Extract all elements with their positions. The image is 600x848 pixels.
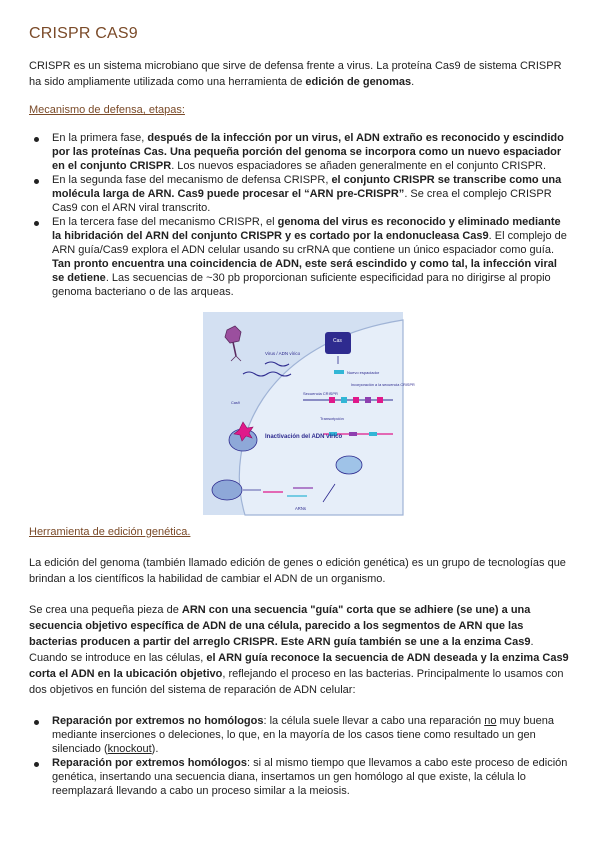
bullet-icon	[34, 762, 39, 767]
bullet-icon	[34, 720, 39, 725]
new-spacer-icon	[334, 370, 344, 374]
list-item: Reparación por extremos homólogos: si al mismo tiempo que llevamos a cabo este proceso de edición genética, insertando una secuencia diana, insertamos un gen homólogo al que existe, la célula lo reemplazará llevando a cabo un proceso similar a la meiosis.	[52, 757, 568, 797]
paragraph: Se crea una pequeña pieza de ARN con una secuencia "guía" corta que se adhiere (se une) a una secuencia objetivo específica de ADN de una célula, parecido a los segmentos de ARN que las bacterias producen a partir del arreglo CRISPR. Este ARN guía también se une a la enzima Cas9. Cuando se introduce en las células, el ARN guía reconoce la secuencia de ADN deseada y la enzima Cas9 corta el ADN en la ubicación objetivo, reflejando el proceso en las bacterias. Principalmente lo usamos con dos objetivos en función del sistema de reparación de ADN celular:	[29, 604, 569, 696]
crispr-mechanism-figure	[203, 312, 415, 515]
list-item: En la primera fase, después de la infección por un virus, el ADN extraño es reconocido y escindido por las proteínas Cas. Una pequeña porción del genoma se incorpora como un nuevo espaciador en el conjunto CRISPR. Los nuevos espaciadores se añaden generalmente en el conjunto CRISPR.	[52, 132, 564, 172]
label-rnas: ARNs	[295, 506, 306, 511]
page-title: CRISPR CAS9	[29, 25, 138, 42]
label-cas: Cas	[333, 338, 342, 344]
section-heading-tool: Herramienta de edición genética.	[29, 526, 191, 538]
label-incorporation: Incorporación a la secuencia CRISPR	[351, 383, 415, 387]
label-crispr-sequence: Secuencia CRISPR	[303, 391, 338, 396]
bullet-icon	[34, 179, 39, 184]
list-item: Reparación por extremos no homólogos: la célula suele llevar a cabo una reparación no muy buena mediante inserciones o deleciones, lo que, en la mayoría de los casos tiene como resultado un gen silenciado (knockout).	[52, 715, 554, 755]
list-item: En la tercera fase del mecanismo CRISPR, el genoma del virus es reconocido y eliminado mediante la hibridación del ARN del conjunto CRISPR y es cortado por la endonucleasa Cas9. El complejo de ARN guía/Cas9 explora el ADN celular usando su crRNA que contiene un único espaciador como guía. Tan pronto encuentra una coincidencia de ADN, este será escindido y como tal, la infección viral se detiene. Las secuencias de ~30 pb proporcionan suficiente especificidad para no dirigirse al propio genoma bacteriano o de las arqueas.	[52, 216, 567, 298]
bullet-icon	[34, 221, 39, 226]
label-new-spacer: Nuevo espaciador	[347, 370, 380, 375]
label-transcription: Transcripción	[320, 416, 344, 421]
cas9-complex-icon	[212, 480, 242, 500]
bullet-icon	[34, 137, 39, 142]
label-cas9: Cas9	[231, 401, 240, 405]
list-item: En la segunda fase del mecanismo de defensa CRISPR, el conjunto CRISPR se transcribe como una molécula larga de ARN. Cas9 puede procesar el “ARN pre-CRISPR”. Se crea el complejo CRISPR Cas9 con el ARN viral transcrito.	[52, 174, 562, 214]
label-virus-dna: Virus / ADN vírico	[265, 351, 301, 356]
paragraph: La edición del genoma (también llamado edición de genes o edición genética) es un grupo de tecnologías que brindan a los científicos la habilidad de cambiar el ADN de un organismo.	[29, 557, 566, 585]
intro-paragraph: CRISPR es un sistema microbiano que sirve de defensa frente a virus. La proteína Cas9 de sistema CRISPR ha sido ampliamente utilizada como una herramienta de edición de genomas.	[29, 60, 562, 88]
section-heading-defense: Mecanismo de defensa, etapas:	[29, 104, 185, 116]
label-inactivation: Inactivación del ADN vírico	[265, 434, 343, 440]
cas9-complex-icon	[336, 456, 362, 474]
